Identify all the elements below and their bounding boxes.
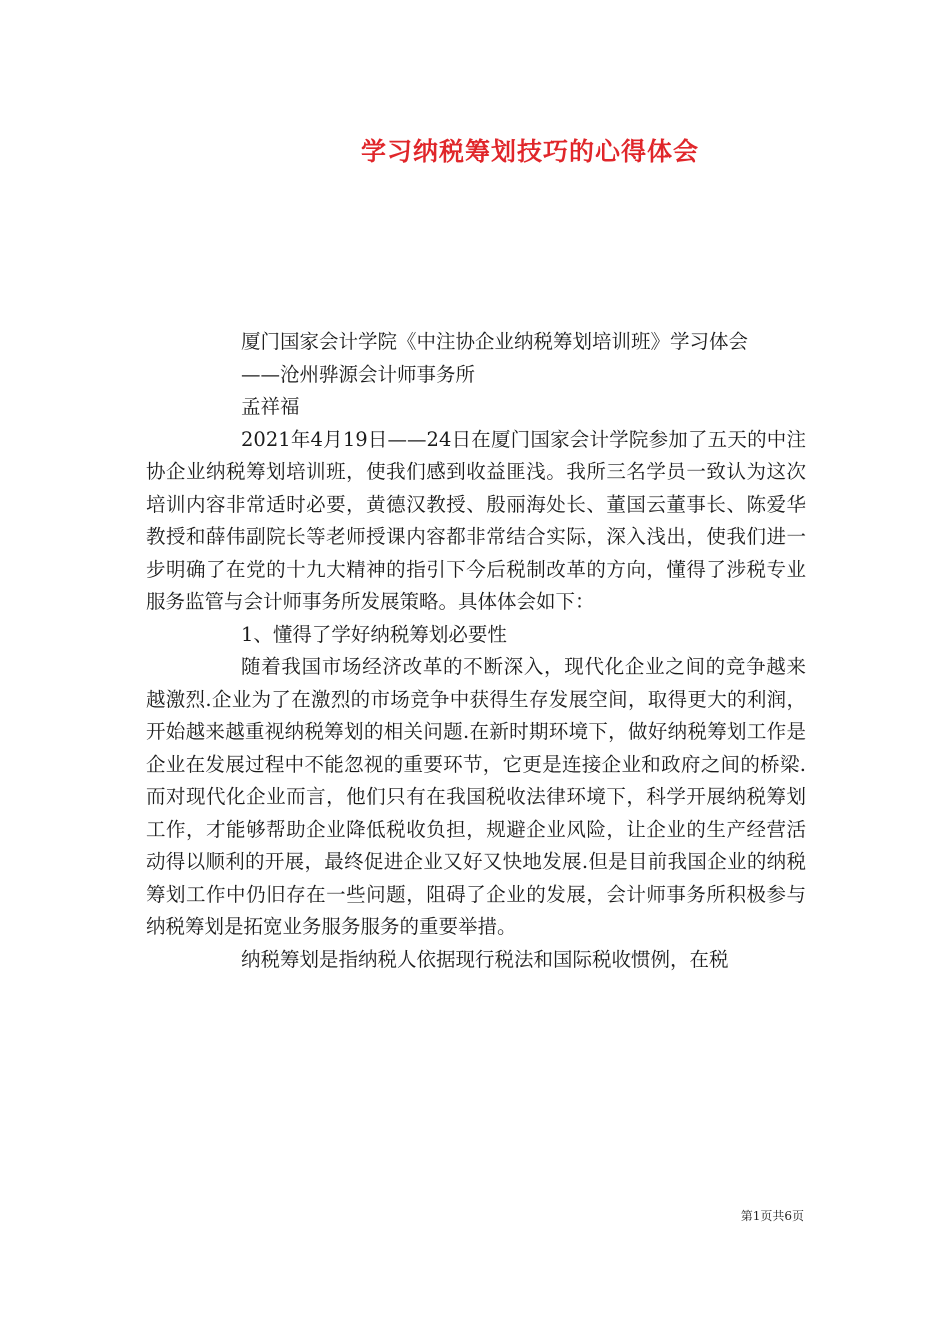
document-title: 学习纳税筹划技巧的心得体会 — [360, 137, 699, 166]
paragraph-author: 孟祥福 — [241, 395, 300, 418]
paragraph-section-1: 1、懂得了学好纳税筹划必要性 — [241, 622, 507, 646]
page-number: 第1页共6页 — [740, 1209, 804, 1223]
paragraph-firm: ——沧州骅源会计师事务所 — [241, 362, 476, 386]
document-body — [146, 326, 806, 976]
paragraph-body-2: 纳税筹划是指纳税人依据现行税法和国际税收惯例，在税 — [241, 947, 729, 971]
paragraph-heading-line: 厦门国家会计学院《中注协企业纳税筹划培训班》学习体会 — [241, 330, 749, 353]
paragraph-body-1: 随着我国市场经济改革的不断深入，现代化企业之间的竞争越来越激烈.企业为了在激烈的市场竞争中获得生存发展空间，取得更大的利润，开始越来越重视纳税筹划的相关问题.在新时期环境下，做好纳税筹划工作是企业在发展过程中不能忽视的重要环节，它更是连接企业和政府之间的桥梁.而对现代化企业而言，他们只有在我国税收法律环境下，科学开展纳税筹划工作，才能够帮助企业降低税收负担，规避企业风险，让企业的生产经营活动得以顺利的开展，最终促进企业又好又快地发展.但是目前我国企业的纳税筹划工作中仍旧存在一些问题，阻碍了企业的发展，会计师事务所积极参与纳税筹划是拓宽业务服务服务的重要举措。 — [146, 655, 806, 938]
paragraph-intro: 2021年4月19日——24日在厦门国家会计学院参加了五天的中注协企业纳税筹划培训班，使我们感到收益匪浅。我所三名学员一致认为这次培训内容非常适时必要，黄德汉教授、殷丽海处长、董国云董事长、陈爱华教授和薛伟副院长等老师授课内容都非常结合实际，深入浅出，使我们进一步明确了在党的十九大精神的指引下今后税制改革的方向，懂得了涉税专业服务监管与会计师事务所发展策略。具体体会如下： — [146, 427, 806, 613]
